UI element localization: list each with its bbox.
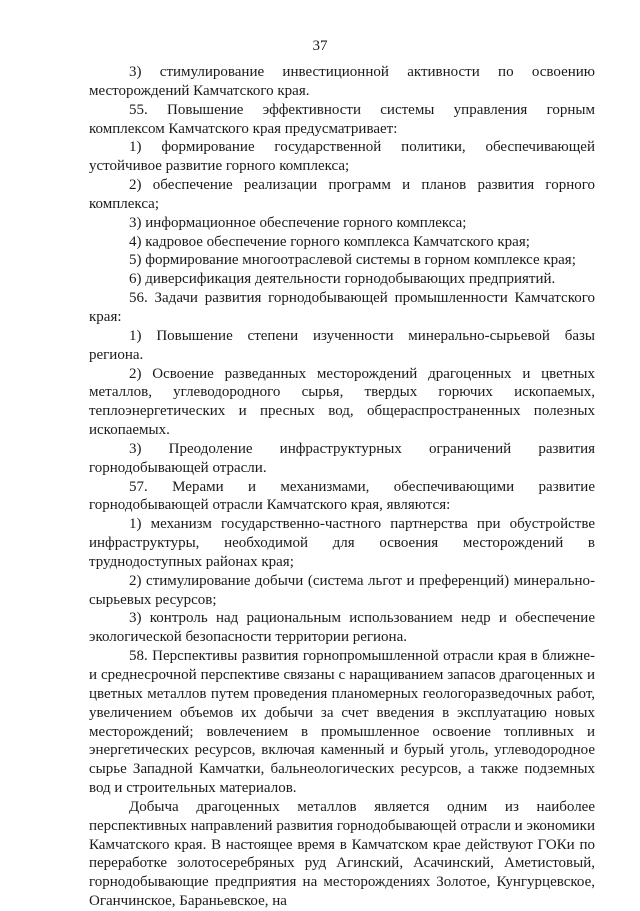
paragraph: 55. Повышение эффективности системы управления горным комплексом Камчатского края предусматривает: bbox=[89, 101, 595, 137]
paragraph: 3) информационное обеспечение горного комплекса; bbox=[129, 214, 467, 231]
paragraph: 1) Повышение степени изученности минерально-сырьевой базы региона. bbox=[89, 327, 595, 363]
page-number: 37 bbox=[312, 38, 328, 54]
paragraph: 6) диверсификация деятельности горнодобывающих предприятий. bbox=[129, 271, 556, 288]
paragraph: 3) стимулирование инвестиционной активности по освоению месторождений Камчатского края. bbox=[89, 64, 595, 99]
paragraph: 3) контроль над рациональным использованием недр и обеспечение экологической безопасности территории региона. bbox=[89, 610, 595, 646]
document-body bbox=[89, 63, 595, 911]
paragraph: 2) обеспечение реализации программ и планов развития горного комплекса; bbox=[89, 177, 595, 212]
paragraph: 4) кадровое обеспечение горного комплекса Камчатского края; bbox=[129, 233, 530, 250]
paragraph: 1) механизм государственно-частного партнерства при обустройстве инфраструктуры, необходимой для освоения месторождений в труднодоступных районах края; bbox=[89, 516, 595, 570]
paragraph: 57. Мерами и механизмами, обеспечивающими развитие горнодобывающей отрасли Камчатского края, являются: bbox=[89, 478, 595, 514]
paragraph: 3) Преодоление инфраструктурных ограничений развития горнодобывающей отрасли. bbox=[89, 440, 595, 476]
paragraph: 58. Перспективы развития горнопромышленной отрасли края в ближне- и среднесрочной перспективе связаны с наращиванием запасов драгоценных и цветных металлов путем проведения планомерных геологоразведочных работ, увеличением объемов их добычи за счет введения в эксплуатацию новых месторождений; вовлечением в промышленное освоение топливных и энергетических ресурсов, включая каменный и бурый уголь, углеводородное сырье Западной Камчатки, бальнеологических ресурсов, а также подземных вод и строительных материалов. bbox=[89, 648, 595, 797]
paragraph: 2) Освоение разведанных месторождений драгоценных и цветных металлов, углеводородного сырья, твердых горючих ископаемых, теплоэнергетических и пресных вод, общераспространенных полезных ископаемых. bbox=[89, 365, 595, 439]
paragraph: 2) стимулирование добычи (система льгот и преференций) минерально-сырьевых ресурсов; bbox=[89, 572, 595, 608]
paragraph: 5) формирование многоотраслевой системы в горном комплексе края; bbox=[129, 252, 576, 269]
paragraph: 56. Задачи развития горнодобывающей промышленности Камчатского края: bbox=[89, 290, 595, 325]
paragraph: 1) формирование государственной политики, обеспечивающей устойчивое развитие горного комплекса; bbox=[89, 139, 595, 175]
paragraph: Добыча драгоценных металлов является одним из наиболее перспективных направлений развития горнодобывающей отрасли и экономики Камчатского края. В настоящее время в Камчатском крае действуют ГОКи по переработке золотосеребряных руд Агинский, Асачинский, Аметистовый, горнодобывающие предприятия на месторождениях Золотое, Кунгурцевское, Оганчинское, Бараньевское, на bbox=[89, 798, 595, 910]
